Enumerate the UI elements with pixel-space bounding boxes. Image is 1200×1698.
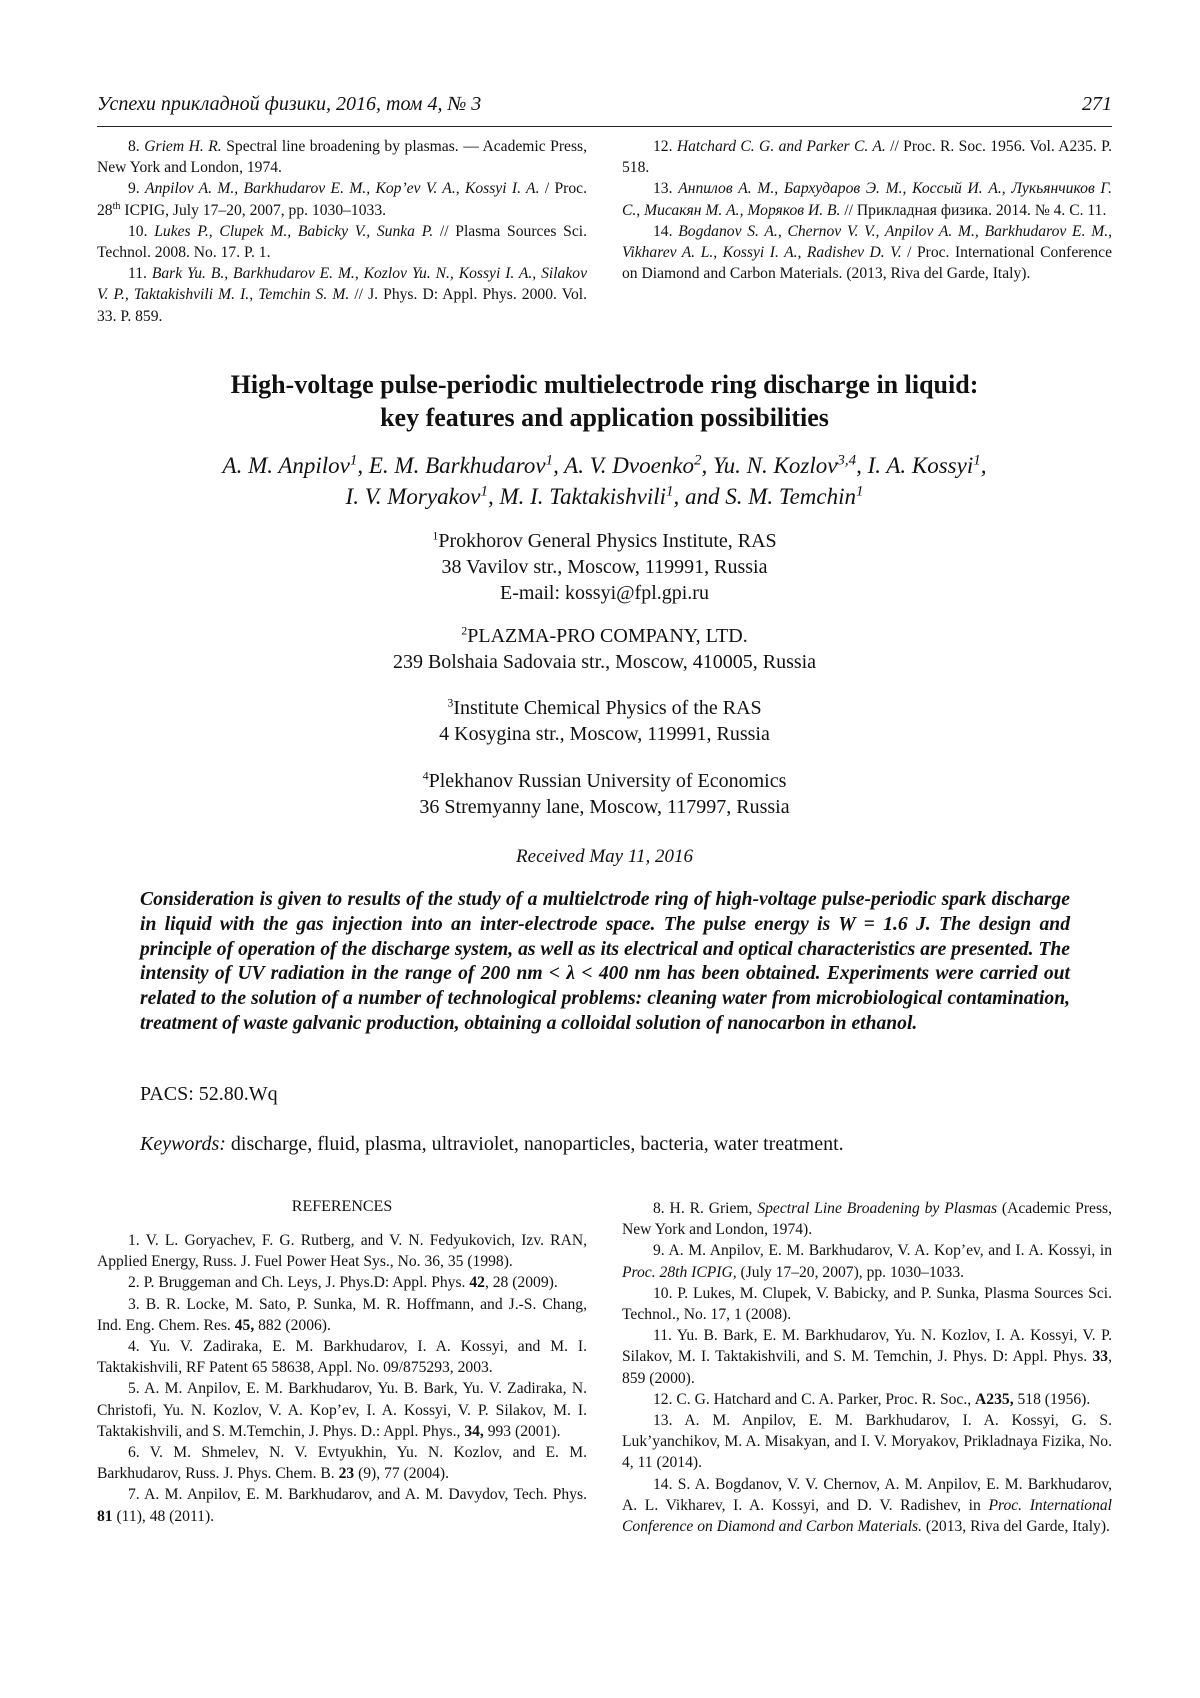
- reference-item: 11. Yu. B. Bark, E. M. Barkhudarov, Yu. N. Kozlov, I. A. Kossyi, V. P. Silakov, M. I. Taktakishvili, and S. M. Temchin, J. Phys. D: Appl. Phys. 33, 859 (2000).: [622, 1327, 1112, 1387]
- references-right: [622, 1198, 1112, 1537]
- prev-ref-item: 10. Lukes P., Clupek M., Babicky V., Sunka P. // Plasma Sources Sci. Technol. 2008. No. 17. P. 1.: [97, 222, 587, 262]
- author: E. M. Barkhudarov: [368, 453, 546, 478]
- reference-item: 12. C. G. Hatchard and C. A. Parker, Proc. R. Soc., A235, 518 (1956).: [653, 1390, 1091, 1408]
- page-number: 271: [1082, 93, 1112, 115]
- affiliation-3: $^3$Institute Chemical Physics of the RAS 4 Kosygina str., Moscow, 119991, Russia: [439, 695, 770, 745]
- prev-references-left: [97, 136, 587, 327]
- prev-ref-item: 11. Bark Yu. B., Barkhudarov E. M., Kozlov Yu. N., Kossyi I. A., Silakov V. P., Taktakishvili M. I., Temchin S. M. // J. Phys. D: Appl. Phys. 2000. Vol. 33. P. 859.: [97, 265, 587, 325]
- pacs-code: PACS: 52.80.Wq: [140, 1083, 278, 1105]
- reference-item: 5. A. M. Anpilov, E. M. Barkhudarov, Yu. B. Bark, Yu. V. Zadiraka, N. Christofi, Yu. N. Kozlov, V. A. Kop’ev, I. A. Kossyi, V. P. Silakov, M. I. Taktakishvili, and S. M.Temchin, J. Phys. D.: Appl. Phys., 34, 993 (2001).: [97, 1380, 587, 1440]
- author: M. I. Taktakishvili: [499, 484, 667, 509]
- affiliation-4: $^4$Plekhanov Russian University of Economics 36 Stremyanny lane, Moscow, 117997, Russia: [419, 768, 790, 818]
- references-left: [97, 1230, 587, 1527]
- header-rule: [97, 126, 1112, 127]
- keywords-label: Keywords:: [140, 1133, 226, 1155]
- affiliation-1: $^1$Prokhorov General Physics Institute, RAS 38 Vavilov str., Moscow, 119991, Russia E-mail: kossyi@fpl.gpi.ru: [432, 528, 777, 604]
- reference-item: 6. V. M. Shmelev, N. V. Evtyukhin, Yu. N. Kozlov, and E. M. Barkhudarov, Russ. J. Phys. Chem. B. 23 (9), 77 (2004).: [97, 1444, 587, 1483]
- abstract: Consideration is given to results of the study of a multielctrode ring of high-voltage pulse-periodic spark discharge in liquid with the gas injection into an inter-electrode space. The pulse energy is W = 1.6 J. The design and principle of operation of the discharge system, as well as its electrical and optical characteristics are presented. The intensity of UV radiation in the range of 200 nm < λ < 400 nm has been obtained. Experiments were carried out related to the solution of a number of technological problems: cleaning water from microbiological contamination, treatment of waste galvanic production, obtaining a colloidal solution of nanocarbon in ethanol.: [140, 889, 1070, 1034]
- author: I. A. Kossyi: [867, 453, 974, 478]
- author: A. M. Anpilov: [222, 453, 350, 478]
- prev-ref-item: 14. Bogdanov S. A., Chernov V. V., Anpilov A. M., Barkhudarov E. M., Vikharev A. L., Kossyi I. A., Radishev D. V. / Proc. International Conference on Diamond and Carbon Materials. (2013, Riva del Garde, Italy).: [622, 222, 1113, 283]
- reference-item: 1. V. L. Goryachev, F. G. Rutberg, and V. N. Fedyukovich, Izv. RAN, Applied Energy, Russ. J. Fuel Power Heat Sys., No. 36, 35 (1998).: [97, 1232, 587, 1271]
- prev-ref-item: 13. Анпилов А. М., Бархударов Э. М., Коссый И. А., Лукьянчиков Г. С., Мисакян М. А., Моряков И. В. // Прикладная физика. 2014. № 4. С. 11.: [622, 180, 1112, 219]
- prev-ref-item: 9. Anpilov A. M., Barkhudarov E. M., Kop’ev V. A., Kossyi I. A. / Proc. 28th ICPIG, July 17–20, 2007, pp. 1030–1033.: [97, 180, 587, 219]
- reference-item: 7. A. M. Anpilov, E. M. Barkhudarov, and A. M. Davydov, Tech. Phys. 81 (11), 48 (2011).: [97, 1486, 587, 1525]
- prev-ref-item: 12. Hatchard C. G. and Parker C. A. // Proc. R. Soc. 1956. Vol. A235. P. 518.: [622, 138, 1112, 177]
- affiliation-2: $^2$PLAZMA-PRO COMPANY, LTD. 239 Bolshaia Sadovaia str., Moscow, 410005, Russia: [392, 623, 817, 673]
- reference-item: 4. Yu. V. Zadiraka, E. M. Barkhudarov, I. A. Kossyi, and M. I. Taktakishvili, RF Patent 65 58638, Appl. No. 09/875293, 2003.: [97, 1338, 587, 1377]
- references-heading: REFERENCES: [291, 1198, 393, 1215]
- author: S. M. Temchin: [725, 484, 856, 509]
- prev-references-right: [622, 136, 1112, 284]
- keywords: [140, 1133, 844, 1156]
- author: A. V. Dvoenko: [564, 453, 695, 478]
- running-head: [97, 93, 1112, 117]
- reference-item: 2. P. Bruggeman and Ch. Leys, J. Phys.D: Appl. Phys. 42, 28 (2009).: [128, 1274, 558, 1292]
- author-list: A. M. Anpilov$^1$, E. M. Barkhudarov$^1$, A. V. Dvoenko$^2$, Yu. N. Kozlov$^{3,4}$, I. A. Kossyi$^1$, I. V. Moryakov$^1$, M. I. Taktakishvili$^1$, and S. M. Temchin$^1$: [222, 452, 987, 509]
- received-date: Received May 11, 2016: [516, 846, 693, 867]
- author: I. V. Moryakov: [345, 484, 481, 509]
- reference-item: 3. B. R. Locke, M. Sato, P. Sunka, M. R. Hoffmann, and J.-S. Chang, Ind. Eng. Chem. Res. 45, 882 (2006).: [97, 1295, 587, 1334]
- prev-ref-item: 8. Griem H. R. Spectral line broadening by plasmas. — Academic Press, New York and London, 1974.: [97, 138, 588, 177]
- reference-item: 8. H. R. Griem, Spectral Line Broadening by Plasmas (Academic Press, New York and London, 1974).: [622, 1200, 1112, 1239]
- author: Yu. N. Kozlov: [713, 453, 838, 478]
- journal-name: Успехи прикладной физики, 2016, том 4, № 3: [97, 93, 482, 115]
- article-title: High-voltage pulse-periodic multielectrode ring discharge in liquid: key features and application possibilities: [230, 370, 979, 432]
- reference-item: 10. P. Lukes, M. Clupek, V. Babicky, and P. Sunka, Plasma Sources Sci. Technol., No. 17, 1 (2008).: [622, 1284, 1112, 1324]
- reference-item: 14. S. A. Bogdanov, V. V. Chernov, A. M. Anpilov, E. M. Barkhudarov, A. L. Vikharev, I. A. Kossyi, and D. V. Radishev, in Proc. International Conference on Diamond and Carbon Materials. (2013, Riva del Garde, Italy).: [622, 1475, 1112, 1536]
- reference-item: 9. A. M. Anpilov, E. M. Barkhudarov, V. A. Kop’ev, and I. A. Kossyi, in Proc. 28th ICPIG, (July 17–20, 2007), pp. 1030–1033.: [622, 1242, 1112, 1281]
- keywords-list: discharge, fluid, plasma, ultraviolet, nanoparticles, bacteria, water treatment.: [230, 1133, 844, 1155]
- reference-item: 13. A. M. Anpilov, E. M. Barkhudarov, I. A. Kossyi, G. S. Luk’yanchikov, M. A. Misakyan, and I. V. Moryakov, Prikladnaya Fizika, No. 4, 11 (2014).: [622, 1412, 1112, 1472]
